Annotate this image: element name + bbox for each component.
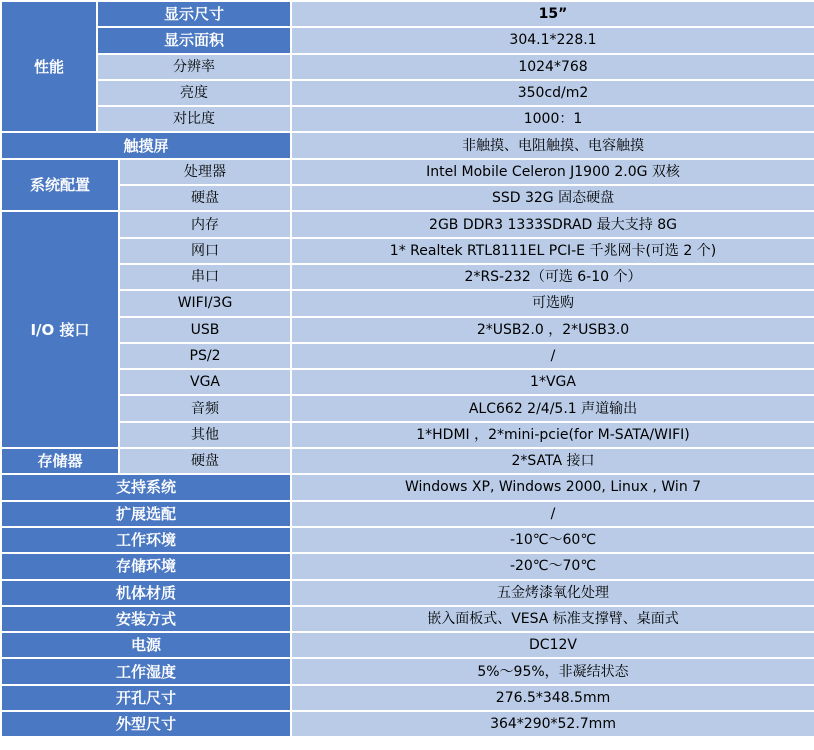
spec-value: Windows XP, Windows 2000, Linux , Win 7 <box>291 474 814 500</box>
spec-value: 1*VGA <box>291 369 814 395</box>
spec-label: 电源 <box>1 632 291 658</box>
table-row <box>1 685 814 711</box>
table-row <box>1 658 814 684</box>
table-row <box>1 132 814 158</box>
spec-label: 工作湿度 <box>1 658 291 684</box>
category-storage: 存储器 <box>1 448 119 474</box>
spec-label: 音频 <box>119 395 291 421</box>
spec-label: 显示面积 <box>97 27 291 53</box>
table-row <box>1 54 814 80</box>
spec-label: 硬盘 <box>119 448 291 474</box>
table-row <box>1 80 814 106</box>
spec-value: DC12V <box>291 632 814 658</box>
table-row <box>1 290 814 316</box>
spec-label: 支持系统 <box>1 474 291 500</box>
spec-value: SSD 32G 固态硬盘 <box>291 185 814 211</box>
spec-value: 2GB DDR3 1333SDRAD 最大支持 8G <box>291 211 814 237</box>
spec-value: 嵌入面板式、VESA 标准支撑臂、桌面式 <box>291 606 814 632</box>
table-row <box>1 501 814 527</box>
table-row <box>1 527 814 553</box>
spec-value: 15” <box>291 1 814 27</box>
spec-value: 1* Realtek RTL8111EL PCI-E 千兆网卡(可选 2 个) <box>291 238 814 264</box>
spec-label: 分辨率 <box>97 54 291 80</box>
spec-label: 网口 <box>119 238 291 264</box>
table-row <box>1 343 814 369</box>
spec-value: 1*HDMI ，2*mini-pcie(for M-SATA/WIFI) <box>291 422 814 448</box>
spec-value: 350cd/m2 <box>291 80 814 106</box>
spec-label: USB <box>119 317 291 343</box>
spec-value: / <box>291 501 814 527</box>
spec-value: 1000：1 <box>291 106 814 132</box>
table-row <box>1 238 814 264</box>
table-row <box>1 711 814 737</box>
table-row <box>1 106 814 132</box>
spec-value: 5%～95%，非凝结状态 <box>291 658 814 684</box>
spec-label: WIFI/3G <box>119 290 291 316</box>
spec-value: 2*RS-232（可选 6-10 个） <box>291 264 814 290</box>
spec-value: 364*290*52.7mm <box>291 711 814 737</box>
spec-label: 开孔尺寸 <box>1 685 291 711</box>
spec-value: 276.5*348.5mm <box>291 685 814 711</box>
table-row <box>1 317 814 343</box>
spec-value: 304.1*228.1 <box>291 27 814 53</box>
table-row <box>1 580 814 606</box>
table-row <box>1 422 814 448</box>
spec-value: / <box>291 343 814 369</box>
table-row <box>1 27 814 53</box>
spec-label: 外型尺寸 <box>1 711 291 737</box>
spec-value: ALC662 2/4/5.1 声道输出 <box>291 395 814 421</box>
table-row <box>1 264 814 290</box>
spec-value: 非触摸、电阻触摸、电容触摸 <box>291 132 814 158</box>
spec-label: 其他 <box>119 422 291 448</box>
category-system-config: 系统配置 <box>1 159 119 212</box>
spec-label: 扩展选配 <box>1 501 291 527</box>
spec-value: -20℃～70℃ <box>291 553 814 579</box>
table-row <box>1 1 814 27</box>
spec-value: 2*SATA 接口 <box>291 448 814 474</box>
table-row <box>1 448 814 474</box>
spec-value: 1024*768 <box>291 54 814 80</box>
spec-value: Intel Mobile Celeron J1900 2.0G 双核 <box>291 159 814 185</box>
table-row <box>1 369 814 395</box>
table-row <box>1 211 814 237</box>
table-row <box>1 474 814 500</box>
spec-label: 存储环境 <box>1 553 291 579</box>
table-row <box>1 159 814 185</box>
spec-label: 串口 <box>119 264 291 290</box>
spec-label: 机体材质 <box>1 580 291 606</box>
spec-label: 对比度 <box>97 106 291 132</box>
spec-value: 五金烤漆氧化处理 <box>291 580 814 606</box>
category-performance: 性能 <box>1 1 97 132</box>
spec-label: 安装方式 <box>1 606 291 632</box>
spec-value: 可选购 <box>291 290 814 316</box>
spec-label: 硬盘 <box>119 185 291 211</box>
table-row <box>1 185 814 211</box>
table-row <box>1 553 814 579</box>
spec-label: 显示尺寸 <box>97 1 291 27</box>
spec-value: -10℃～60℃ <box>291 527 814 553</box>
table-row <box>1 395 814 421</box>
spec-label: PS/2 <box>119 343 291 369</box>
spec-value: 2*USB2.0 ，2*USB3.0 <box>291 317 814 343</box>
spec-label: 触摸屏 <box>1 132 291 158</box>
spec-label: 内存 <box>119 211 291 237</box>
table-row <box>1 606 814 632</box>
spec-label: 亮度 <box>97 80 291 106</box>
spec-label: 处理器 <box>119 159 291 185</box>
spec-label: VGA <box>119 369 291 395</box>
spec-label: 工作环境 <box>1 527 291 553</box>
category-io: I/O 接口 <box>1 211 119 448</box>
table-row <box>1 632 814 658</box>
